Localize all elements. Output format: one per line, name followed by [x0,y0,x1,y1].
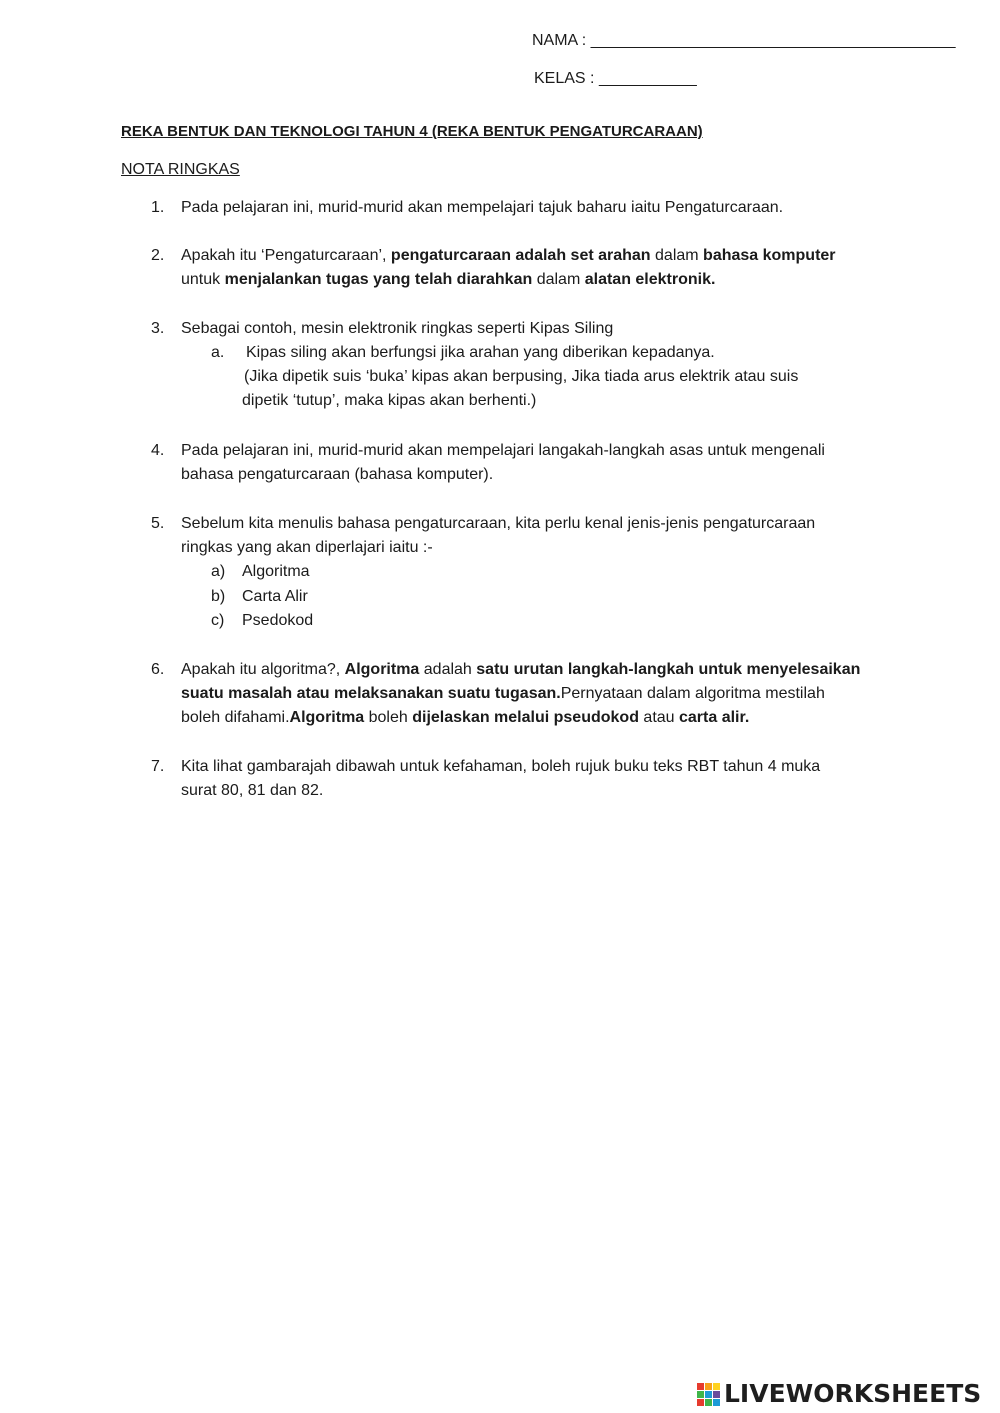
list-item: Psedokod [242,612,314,629]
logo-square [713,1399,720,1406]
item-text [181,755,901,803]
item-number: 1. [151,199,165,216]
text-segment: Sebelum kita menulis bahasa pengaturcaraan, kita perlu kenal jenis-jenis pengaturcaraan [181,515,816,532]
text-segment: Sebagai contoh, mesin elektronik ringkas seperti Kipas Siling [181,320,614,337]
bold-text: pengaturcaraan adalah set arahan [390,247,651,264]
text-segment: Pada pelajaran ini, murid-murid akan mempelajari tajuk baharu iaitu Pengaturcaraan. [181,199,784,216]
text-segment: Apakah itu algoritma?, [181,661,345,678]
item-text [181,658,901,730]
sub-item-text: dipetik ‘tutup’, maka kipas akan berhenti.) [242,392,537,409]
item-number: 5. [151,515,165,532]
item-number: 4. [151,442,165,459]
list-item-label: a) [211,563,226,580]
bold-text: satu urutan langkah-langkah untuk menyelesaikan [476,661,861,678]
kelas-field[interactable]: ___________ [598,70,697,87]
bold-text: bahasa komputer [703,247,836,264]
item-line [181,779,901,803]
bold-text: dijelaskan melalui pseudokod [412,709,639,726]
item-number: 2. [151,247,165,264]
list-item: Carta Alir [242,587,308,605]
text-segment: boleh [364,709,413,726]
item-text [181,512,901,560]
nama-label: NAMA : [532,32,587,49]
text-segment: bahasa pengaturcaraan (bahasa komputer). [181,466,494,483]
item-line [181,755,901,779]
item-text [181,244,901,292]
item-number: 3. [151,320,165,337]
text-segment: Pada pelajaran ini, murid-murid akan mempelajari langakah-langkah asas untuk mengenali [181,442,825,459]
bold-text: menjalankan tugas yang telah diarahkan [224,271,533,288]
section-subtitle: NOTA RINGKAS [121,161,240,178]
sub-item-text: Kipas siling akan berfungsi jika arahan yang diberikan kepadanya. [246,344,715,361]
item-line [181,439,901,463]
text-segment: atau [638,709,679,726]
logo-text: LIVEWORKSHEETS [724,1379,982,1408]
text-segment: Pernyataan dalam algoritma mestilah [560,685,825,702]
logo-square [713,1391,720,1398]
liveworksheets-icon [697,1383,720,1406]
item-line [181,512,901,536]
text-segment: Apakah itu ‘Pengaturcaraan’, [181,247,391,264]
list-item-label: b) [211,587,226,605]
item-line [181,706,901,730]
item-line [181,244,901,268]
item-number: 6. [151,661,165,678]
text-segment: dalam [532,271,585,288]
logo-square [697,1399,704,1406]
item-line [181,658,901,682]
kelas-label: KELAS : [534,70,595,87]
bold-text: suatu masalah atau melaksanakan suatu tugasan. [181,685,561,702]
liveworksheets-logo [697,1378,981,1410]
logo-square [705,1399,712,1406]
list-item: Algoritma [242,563,310,580]
item-text [181,196,901,220]
item-line [181,463,901,487]
bold-text: alatan elektronik. [584,271,716,288]
item-line [181,536,901,560]
text-segment: ringkas yang akan diperlajari iaitu :- [181,539,433,556]
item-text [181,439,901,487]
text-segment: dalam [650,247,704,264]
page-title: REKA BENTUK DAN TEKNOLOGI TAHUN 4 (REKA BENTUK PENGATURCARAAN) [121,123,703,140]
text-segment: untuk [181,271,225,288]
item-text [181,317,901,341]
nama-field[interactable]: _________________________________________ [590,32,956,49]
bold-text: Algoritma [289,709,365,726]
logo-square [697,1383,704,1390]
item-line [181,682,901,706]
logo-square [713,1383,720,1390]
text-segment: Kita lihat gambarajah dibawah untuk kefahaman, boleh rujuk buku teks RBT tahun 4 muka [181,758,821,775]
logo-square [705,1383,712,1390]
bold-text: Algoritma [344,661,420,678]
nama-row [532,29,956,53]
sub-item-label: a. [211,344,225,361]
text-segment: boleh difahami. [181,709,290,726]
kelas-row [534,67,697,91]
text-segment: adalah [419,661,477,678]
text-segment: surat 80, 81 dan 82. [181,782,324,799]
sub-item-text: (Jika dipetik suis ‘buka’ kipas akan berpusing, Jika tiada arus elektrik atau suis [244,368,799,385]
item-number: 7. [151,758,165,775]
logo-square [697,1391,704,1398]
item-line [181,268,901,292]
bold-text: carta alir. [679,709,750,726]
logo-square [705,1391,712,1398]
item-line [181,317,901,341]
list-item-label: c) [211,612,225,629]
item-line [181,196,901,220]
